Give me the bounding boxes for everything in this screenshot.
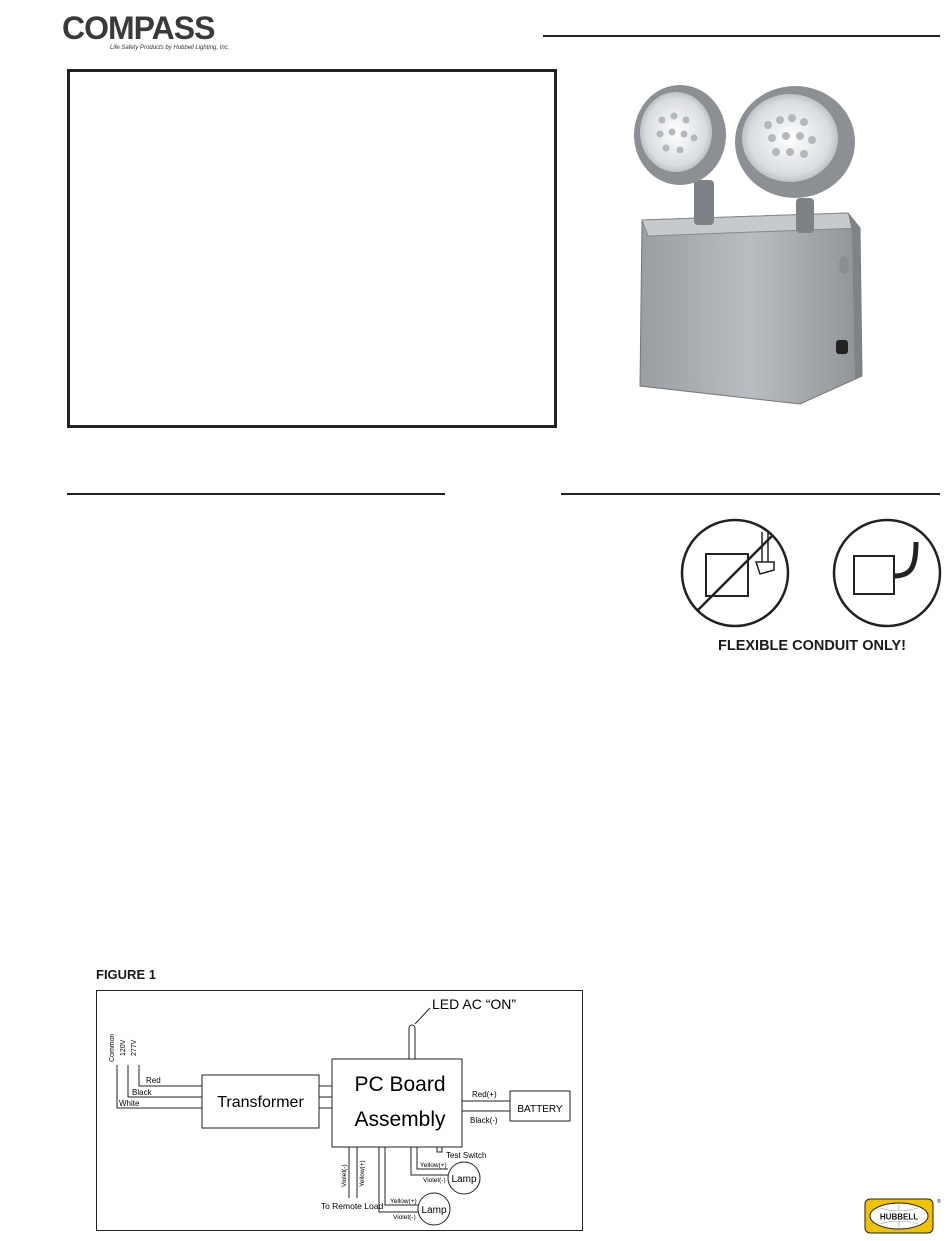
pc-board-label-line1: PC Board [354,1073,446,1096]
wire-red-label: Red [146,1076,161,1085]
battery-label: BATTERY [517,1104,563,1115]
input-277v-label: 277V [131,1039,138,1056]
input-120v-label: 120V [120,1039,127,1056]
test-switch-label: Test Switch [446,1151,487,1160]
remote-yellow-label: Yellow(+) [359,1160,366,1187]
test-switch-icon [437,1147,442,1152]
wire-black-label: Black [132,1088,152,1097]
section-rule-left [67,493,445,495]
battery-positive-label: Red(+) [472,1090,497,1099]
notice-box [67,69,557,428]
section-rule-right [561,493,940,495]
flexible-conduit-caption: FLEXIBLE CONDUIT ONLY! [718,638,906,654]
lamp-2-violet-label: Violet(-) [393,1214,416,1221]
lamp-1-violet-label: Violet(-) [423,1177,446,1184]
led-label: LED AC “ON” [432,996,517,1012]
wire-white-label: White [119,1099,140,1108]
brand-tagline: Life Safety Products by Hubbell Lighting, Inc. [110,45,230,51]
transformer-label: Transformer [217,1094,304,1111]
brand-name: COMPASS [62,10,215,46]
lamp-2-label: Lamp [421,1205,447,1216]
compass-logo [62,10,232,56]
wiring-diagram [96,990,583,1231]
figure-label: FIGURE 1 [96,967,156,982]
hubbell-wordmark: HUBBELL [879,1212,919,1222]
lamp-1-label: Lamp [451,1174,477,1185]
remote-load-label: To Remote Load [320,1201,384,1211]
flexible-conduit-icon [832,518,942,628]
hubbell-logo [864,1198,942,1236]
pc-board-label-line2: Assembly [354,1108,446,1131]
rigid-conduit-prohibited-icon [680,518,790,628]
input-common-label: Common [109,1033,116,1062]
header-rule [543,35,940,37]
lamp-1-yellow-label: Yellow(+) [420,1162,447,1169]
lamp-2-yellow-label: Yellow(+) [390,1198,417,1205]
battery-negative-label: Black(-) [470,1116,498,1125]
product-image [600,80,870,410]
remote-violet-label: Violet(-) [341,1164,348,1187]
registered-mark: ® [937,1199,941,1205]
